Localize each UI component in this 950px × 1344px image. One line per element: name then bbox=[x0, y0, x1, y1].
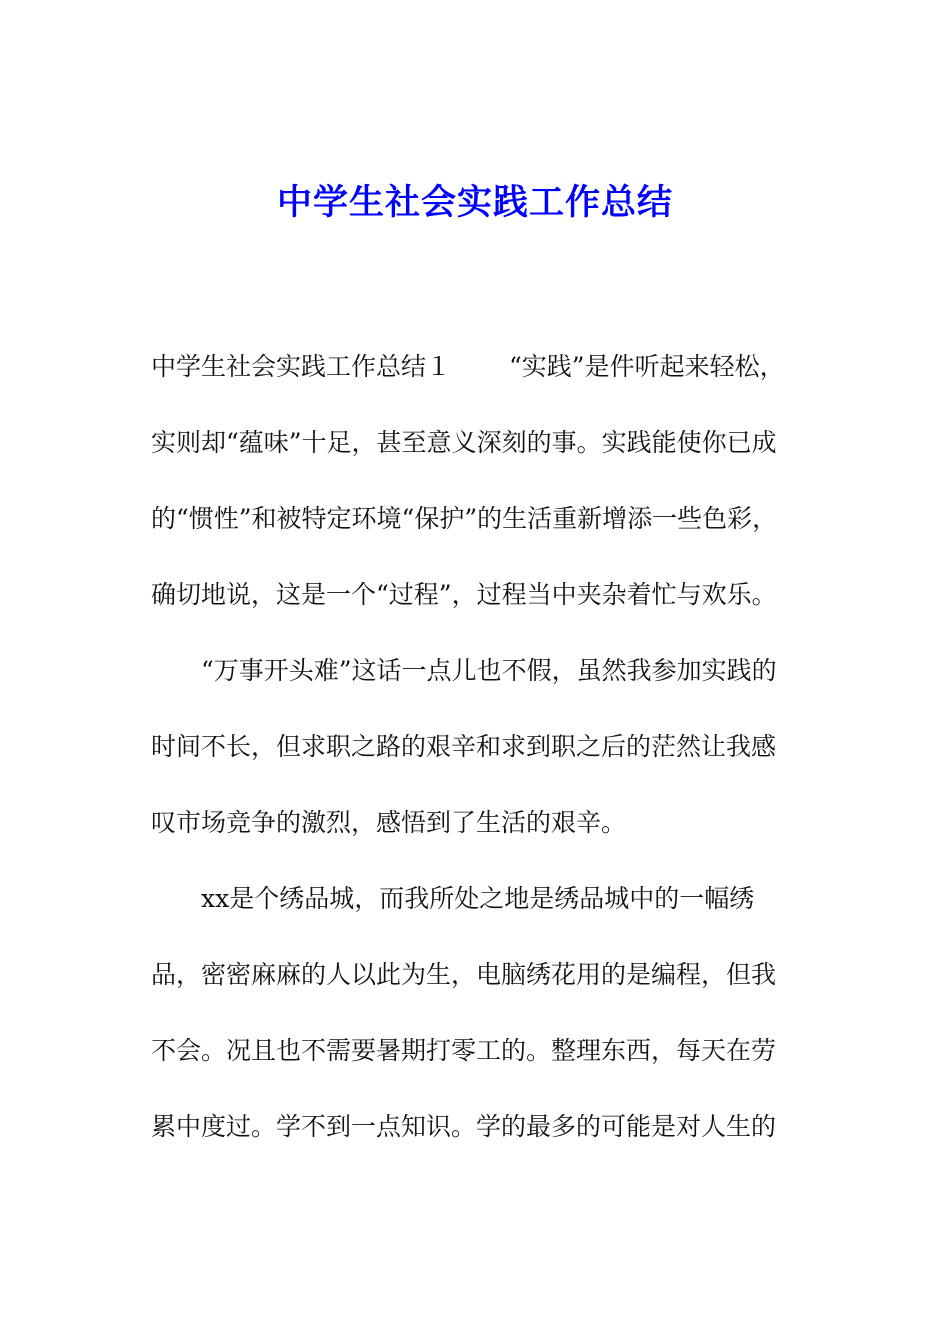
document-title: 中学生社会实践工作总结 bbox=[276, 182, 673, 223]
document-body bbox=[151, 329, 791, 1165]
paragraph-3: xx是个绣品城，而我所处之地是绣品城中的一幅绣品，密密麻麻的人以此为生，电脑绣花用的是编程，但我不会。况且也不需要暑期打零工的。整理东西，每天在劳累中度过。学不到一点知识。学的最多的可能是对人生的 bbox=[151, 884, 777, 1141]
paragraph-1-lead: 中学生社会实践工作总结１ bbox=[151, 352, 452, 381]
paragraph-2: “万事开头难”这话一点儿也不假，虽然我参加实践的时间不长，但求职之路的艰辛和求到职之后的茫然让我感叹市场竞争的激烈，感悟到了生活的艰辛。 bbox=[151, 656, 777, 837]
paragraph-1-text: “实践”是件听起来轻松，实则却“蕴味”十足，甚至意义深刻的事。实践能使你已成的“惯性”和被特定环境“保护”的生活重新增添一些色彩，确切地说，这是一个“过程”，过程当中夹杂着忙与欢乐。 bbox=[151, 352, 785, 609]
paragraph-1 bbox=[151, 329, 791, 633]
